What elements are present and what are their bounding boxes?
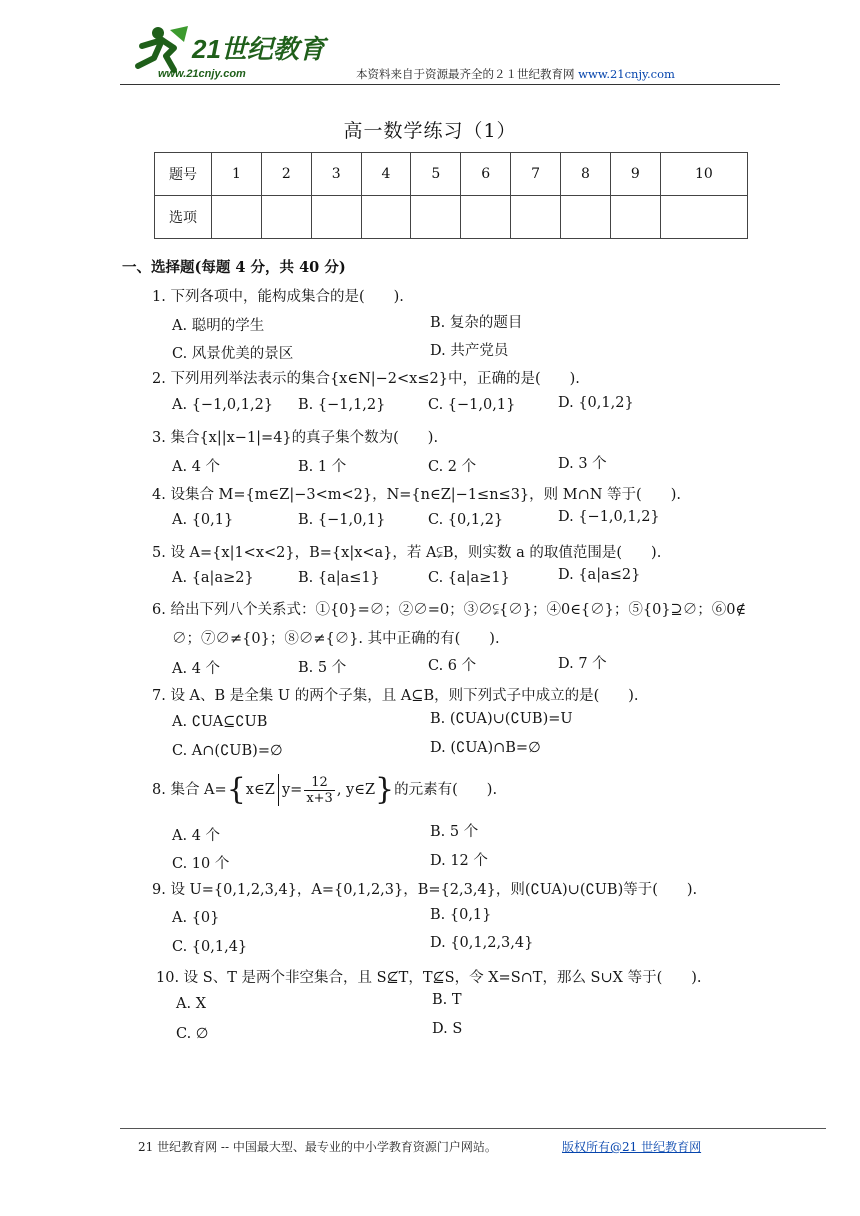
set-divider [278,774,279,806]
question-9-option-b: B. {0,1} [430,907,492,923]
answer-option-cell[interactable] [411,196,461,239]
question-8-option-c: C. 10 个 [172,856,230,872]
header-note-text: 本资料来自于资源最齐全的２１世纪教育网 [356,67,575,81]
question-9-option-a: A. {0} [172,910,220,926]
page-title: 高一数学练习（1） [343,120,517,142]
question-3-option-a: A. 4 个 [172,459,221,475]
answer-number-cell: 6 [461,153,511,196]
question-6-option-b: B. 5 个 [298,660,347,676]
answer-option-cell[interactable] [511,196,561,239]
answer-number-cell: 2 [261,153,311,196]
question-1-option-d: D. 共产党员 [430,343,509,359]
question-4-stem: 4. 设集合 M={m∈Z|−3<m<2}，N={n∈Z|−1≤n≤3}，则 M∩N 等于( ). [152,487,681,503]
question-8-option-a: A. 4 个 [172,828,221,844]
header-divider [120,84,780,85]
answer-number-cell: 8 [561,153,611,196]
answer-number-cell: 3 [311,153,361,196]
answer-table-option-label: 选项 [155,196,212,239]
question-7-option-d: D. (∁UA)∩B=∅ [430,740,541,756]
question-8-set-rhs: , y∈Z [336,782,376,798]
answer-number-cell: 4 [361,153,411,196]
answer-table-option-row [155,196,748,239]
answer-option-cell[interactable] [212,196,262,239]
right-brace: } [375,772,395,807]
footer-text: 21 世纪教育网 -- 中国最大型、最专业的中小学教育资源门户网站。 [138,1140,497,1154]
section-heading: 一、选择题(每题 4 分，共 40 分) [122,259,346,276]
footer-copyright-link[interactable]: 版权所有@21 世纪教育网 [562,1140,702,1154]
question-8-set-lhs: x∈Z [245,782,275,798]
question-6-stem-line-2: ∅；⑦∅≠{0}；⑧∅≠{∅}. 其中正确的有( ). [172,631,500,647]
question-6-option-a: A. 4 个 [172,661,221,677]
question-7-option-b: B. (∁UA)∪(∁UB)=U [430,711,573,727]
question-5-option-d: D. {a|a≤2} [558,567,641,583]
question-9-stem: 9. 设 U={0,1,2,3,4}，A={0,1,2,3}，B={2,3,4}，则(∁UA)∪(∁UB)等于( ). [152,882,698,898]
question-6-option-c: C. 6 个 [428,658,477,674]
question-1-stem: 1. 下列各项中，能构成集合的是( ). [152,289,404,305]
question-5-stem: 5. 设 A={x|1<x<2}，B={x|x<a}，若 A⫋B，则实数 a 的取值范围是( ). [152,545,662,561]
fraction-denominator: x+3 [306,790,333,806]
logo-url: www.21cnjy.com [158,68,246,80]
answer-option-cell[interactable] [261,196,311,239]
answer-option-cell[interactable] [660,196,747,239]
question-2-option-a: A. {−1,0,1,2} [172,397,274,413]
answer-table [154,152,748,239]
question-9-option-d: D. {0,1,2,3,4} [430,935,534,951]
question-9-option-c: C. {0,1,4} [172,939,248,955]
question-4-option-d: D. {−1,0,1,2} [558,509,660,525]
footer-divider [120,1128,826,1129]
answer-number-cell: 9 [610,153,660,196]
runner-icon [138,26,188,70]
answer-option-cell[interactable] [361,196,411,239]
answer-number-cell: 7 [511,153,561,196]
question-4-option-a: A. {0,1} [172,512,234,528]
question-10-option-a: A. X [176,996,207,1012]
question-7-option-a: A. ∁UA⊆∁UB [172,714,268,730]
answer-table-number-row [155,153,748,196]
question-8-stem-prefix: 8. 集合 A= [152,782,227,798]
question-10-option-b: B. T [432,992,462,1008]
fraction-numerator: 12 [304,775,335,791]
answer-number-cell: 10 [660,153,747,196]
answer-number-cell: 5 [411,153,461,196]
question-5-option-a: A. {a|a≥2} [172,570,254,586]
question-8-option-d: D. 12 个 [430,853,488,869]
site-logo[interactable] [128,22,338,82]
question-4-option-b: B. {−1,0,1} [298,512,386,528]
question-6-stem-line-1: 6. 给出下列八个关系式：①{0}=∅；②∅=0；③∅⫋{∅}；④0∈{∅}；⑤{0}⊇∅；⑥0∉ [152,602,747,618]
answer-number-cell: 1 [212,153,262,196]
answer-option-cell[interactable] [610,196,660,239]
question-8-fraction [304,775,335,806]
left-brace: { [226,772,246,807]
question-5-option-c: C. {a|a≥1} [428,570,510,586]
logo-text: 21世纪教育 [192,34,325,64]
answer-option-cell[interactable] [561,196,611,239]
question-8-set-y: y= [281,782,303,798]
question-3-stem: 3. 集合{x||x−1|=4}的真子集个数为( ). [152,430,439,446]
header-note-link[interactable]: www.21cnjy.com [578,67,675,81]
question-1-option-a: A. 聪明的学生 [172,318,265,334]
question-1-option-c: C. 风景优美的景区 [172,346,294,362]
question-4-option-c: C. {0,1,2} [428,512,504,528]
question-2-option-d: D. {0,1,2} [558,395,634,411]
question-10-option-d: D. S [432,1021,463,1037]
question-8-stem [152,774,497,806]
header-note [356,66,675,82]
question-3-option-b: B. 1 个 [298,459,347,475]
question-2-stem: 2. 下列用列举法表示的集合{x∈N|−2<x≤2}中，正确的是( ). [152,371,580,387]
answer-option-cell[interactable] [311,196,361,239]
question-2-option-c: C. {−1,0,1} [428,397,516,413]
question-8-stem-suffix: 的元素有( ). [394,782,498,798]
question-7-stem: 7. 设 A、B 是全集 U 的两个子集，且 A⊆B，则下列式子中成立的是( ). [152,688,639,704]
answer-option-cell[interactable] [461,196,511,239]
question-7-option-c: C. A∩(∁UB)=∅ [172,743,283,759]
question-8-option-b: B. 5 个 [430,824,479,840]
question-10-stem: 10. 设 S、T 是两个非空集合，且 S⊈T，T⊈S，令 X=S∩T，那么 S∪X 等于( ). [156,970,702,986]
question-6-option-d: D. 7 个 [558,656,607,672]
question-3-option-d: D. 3 个 [558,456,607,472]
question-2-option-b: B. {−1,1,2} [298,397,386,413]
question-5-option-b: B. {a|a≤1} [298,570,380,586]
question-1-option-b: B. 复杂的题目 [430,315,523,331]
question-10-option-c: C. ∅ [176,1026,209,1042]
question-3-option-c: C. 2 个 [428,459,477,475]
answer-table-number-label: 题号 [155,153,212,196]
